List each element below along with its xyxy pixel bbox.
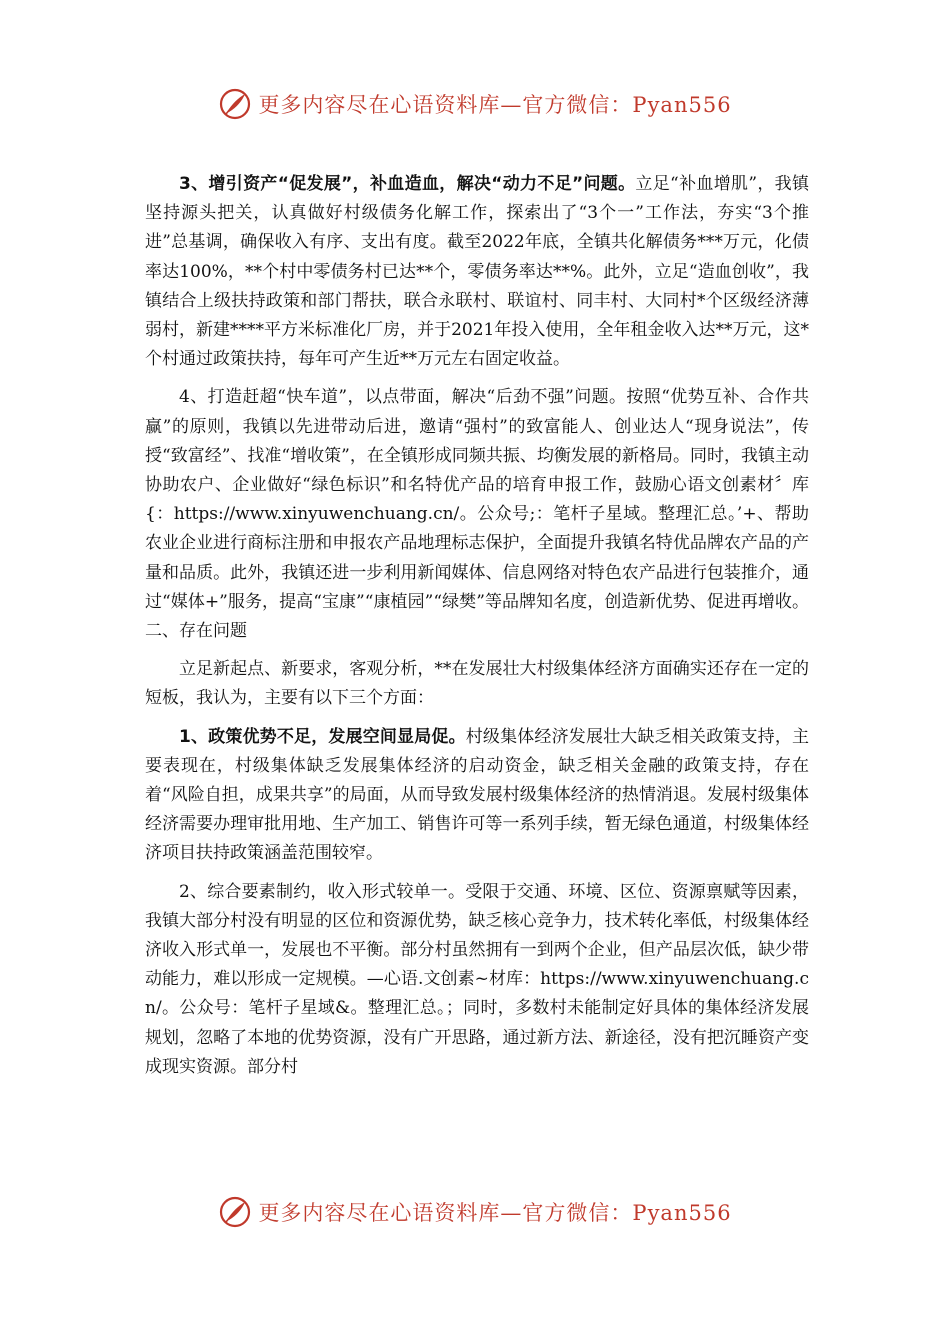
paragraph-asset-development [145, 170, 809, 374]
banner-text: 更多内容尽在心语资料库—官方微信：Pyan556 [258, 1201, 732, 1225]
paragraph-policy-shortage [145, 723, 809, 869]
paragraph-text: 立足“补血增肌”，我镇坚持源头把关，认真做好村级债务化解工作，探索出了“3个一”工作法，夯实“3个推进”总基调，确保收入有序、支出有度。截至2022年底，全镇共化解债务***万元，化债率达100%，**个村中零债务村已达**个，零债务率达**%。此外，立足“造血创收”，我镇结合上级扶持政策和部门帮扶，联合永联村、联谊村、同丰村、大同村*个区级经济薄弱村，新建****平方米标准化厂房，并于2021年投入使用，全年租金收入达**万元，这*个村通过政策扶持，每年可产生近**万元左右固定收益。 [145, 174, 809, 370]
paragraph-factor-constraints [145, 878, 809, 1082]
document-body [145, 170, 809, 1091]
paragraph-text: 2、综合要素制约，收入形式较单一。受限于交通、环境、区位、资源禀赋等因素，我镇大部分村没有明显的区位和资源优势，缺乏核心竞争力，技术转化率低，村级集体经济收入形式单一，发展也不平衡。部分村虽然拥有一到两个企业，但产品层次低，缺少带动能力，难以形成一定规模。—心语.文创素~材库：https://www.xinyuwenchuang.cn/。公众号：笔杆子星域&。整理汇总。；同时，多数村未能制定好具体的集体经济发展规划，忽略了本地的优势资源，没有广开思路，通过新方法、新途径，没有把沉睡资产变成现实资源。部分村 [145, 881, 809, 1077]
paragraph-fast-lane [145, 383, 809, 646]
footer-banner [0, 1192, 950, 1232]
quill-logo-icon [218, 1195, 252, 1229]
banner-text: 更多内容尽在心语资料库—官方微信：Pyan556 [258, 93, 732, 117]
quill-logo-icon [218, 87, 252, 121]
paragraph-text: 4、打造赶超“快车道”，以点带面，解决“后劲不强”问题。按照“优势互补、合作共赢”的原则，我镇以先进带动后进，邀请“强村”的致富能人、创业达人“现身说法”，传授“致富经”、找准“增收策”，在全镇形成同频共振、均衡发展的新格局。同时，我镇主动协助农户、企业做好“绿色标识”和名特优产品的培育申报工作，鼓励心语文创素材〞库{：https://www.xinyuwenchuang.cn/。公众号;：笔杆子星域。整理汇总。’+、帮助农业企业进行商标注册和申报农产品地理标志保护，全面提升我镇名特优品牌农产品的产量和品质。此外，我镇还进一步利用新闻媒体、信息网络对特色农产品进行包装推介，通过“媒体+”服务，提高“宝康”“康植园”“绿樊”等品牌知名度，创造新优势、促进再增收。二、存在问题 [145, 387, 809, 642]
paragraph-text: 立足新起点、新要求，客观分析，**在发展壮大村级集体经济方面确实还存在一定的短板，我认为，主要有以下三个方面： [145, 659, 809, 709]
paragraph-heading: 1、政策优势不足，发展空间显局促。 [179, 726, 466, 747]
paragraph-problems-intro [145, 655, 809, 713]
paragraph-heading: 3、增引资产“促发展”，补血造血，解决“动力不足”问题。 [179, 174, 636, 194]
header-banner [0, 84, 950, 124]
paragraph-text: 村级集体经济发展壮大缺乏相关政策支持，主要表现在，村级集体缺乏发展集体经济的启动资金，缺乏相关金融的政策支持，存在着“风险自担，成果共享”的局面，从而导致发展村级集体经济的热情消退。发展村级集体经济需要办理审批用地、生产加工、销售许可等一系列手续，暂无绿色通道，村级集体经济项目扶持政策涵盖范围较窄。 [145, 726, 810, 864]
